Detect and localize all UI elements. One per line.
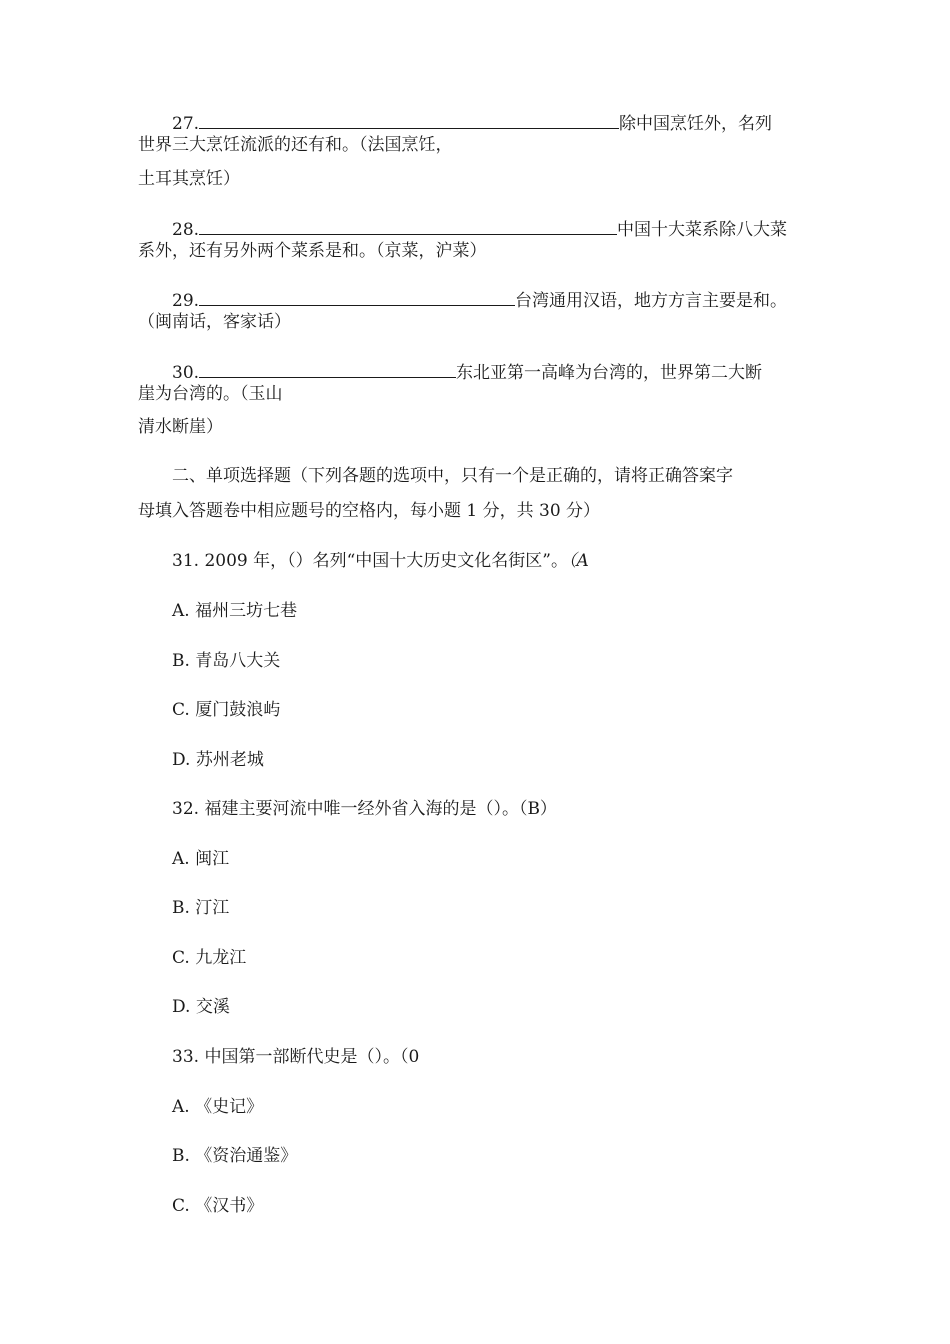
- q30-line2: 崖为台湾的。（玉山: [138, 384, 283, 404]
- q33-option-c: C. 《汉书》: [172, 1196, 264, 1216]
- q28-blank: [199, 216, 617, 235]
- q28-line1: [172, 216, 787, 241]
- q30-blank: [199, 359, 456, 378]
- q32-option-b: B. 汀江: [172, 898, 230, 918]
- q29-number: 29.: [172, 291, 200, 311]
- section2-heading-line1: 二、单项选择题（下列各题的选项中，只有一个是正确的，请将正确答案字: [172, 466, 733, 486]
- q28-text: 中国十大菜系除八大菜: [617, 220, 788, 240]
- q33-option-a: A. 《史记》: [172, 1097, 264, 1117]
- q31-option-c: C. 厦门鼓浪屿: [172, 700, 281, 720]
- q28-number: 28.: [172, 220, 200, 240]
- q27-blank: [199, 110, 619, 129]
- q28-line2: 系外，还有另外两个菜系是和。（京菜，沪菜）: [138, 241, 487, 261]
- q27-line1: [172, 110, 772, 135]
- q29-blank: [199, 287, 515, 306]
- q31-option-a: A. 福州三坊七巷: [172, 601, 298, 621]
- q30-line1: [172, 359, 762, 384]
- q27-text: 除中国烹饪外，名列: [619, 114, 773, 134]
- q30-line3: 清水断崖）: [138, 417, 223, 437]
- q31-option-d: D. 苏州老城: [172, 750, 264, 770]
- q27-line3: 土耳其烹饪）: [138, 169, 240, 189]
- q27-number: 27.: [172, 114, 200, 134]
- q29-text: 台湾通用汉语，地方方言主要是和。: [515, 291, 788, 311]
- q32-stem: 32. 福建主要河流中唯一经外省入海的是（）。（B）: [172, 799, 557, 819]
- section2-heading-line2: 母填入答题卷中相应题号的空格内，每小题 1 分，共 30 分）: [138, 501, 601, 521]
- q31-stem: [172, 550, 589, 572]
- q30-number: 30.: [172, 363, 200, 383]
- q31-option-b: B. 青岛八大关: [172, 651, 281, 671]
- q31-stem-text: 31. 2009 年，（）名列“中国十大历史文化名街区”。: [172, 551, 568, 571]
- q33-stem: 33. 中国第一部断代史是（）。（0: [172, 1047, 420, 1067]
- q31-answer: （A: [568, 551, 589, 571]
- q27-line2: 世界三大烹饪流派的还有和。（法国烹饪，: [138, 135, 453, 155]
- q30-text: 东北亚第一高峰为台湾的，世界第二大断: [456, 363, 763, 383]
- q32-option-c: C. 九龙江: [172, 948, 247, 968]
- q32-option-a: A. 闽江: [172, 849, 230, 869]
- q29-line2: （闽南话，客家话）: [138, 312, 291, 332]
- q29-line1: [172, 287, 787, 312]
- q33-option-b: B. 《资治通鉴》: [172, 1146, 298, 1166]
- q32-option-d: D. 交溪: [172, 997, 230, 1017]
